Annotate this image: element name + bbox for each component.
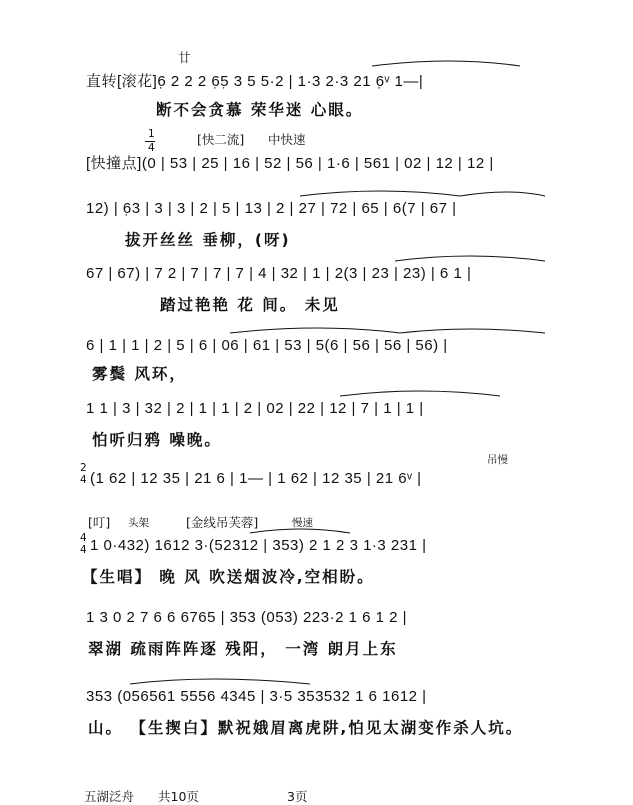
time-signature-44-top: 4 bbox=[80, 532, 87, 544]
lyric-row-8: 【生唱】 晚 风 吹送烟波冷,空相盼。 bbox=[82, 568, 375, 586]
score-row-2: [快撞点](0 | 53 | 25 | 16 | 52 | 56 | 1·6 | 561 | 02 | 12 | 12 | bbox=[86, 155, 494, 172]
fraction-bottom: 4 bbox=[148, 142, 155, 154]
footer-pages: 共10页 bbox=[158, 789, 199, 804]
man-su-label: 慢速 bbox=[292, 517, 313, 529]
footer-title: 五湖泛舟 bbox=[84, 789, 135, 804]
tou-jia-label: 头架 bbox=[128, 517, 149, 529]
zhong-kuai-su-label: 中快速 bbox=[268, 132, 306, 147]
fraction-top: 1 bbox=[148, 128, 155, 140]
time-signature-44-bottom: 4 bbox=[80, 544, 87, 556]
score-row-1: 直转[滚花]6̣ 2 2 2 6̣5̣ 3 5 5·2 | 1·3 2·3 21 6̣ᵛ 1—| bbox=[86, 73, 424, 90]
lyric-row-5: 雾鬓 风环， bbox=[92, 365, 187, 383]
score-row-3: 12) | 6̣3 | 3 | 3 | 2 | 5 | 13 | 2 | 27 | 72 | 65 | 6(7 | 67 | bbox=[86, 200, 457, 217]
lyric-row-9: 翠湖 疏雨阵阵逐 残阳， 一湾 朗月上东 bbox=[88, 640, 398, 658]
score-row-8: 1 0·432) 1612 3·(52312 | 353) 2 1 2 3 1·3 231 | bbox=[90, 537, 427, 554]
ding-label: [叮] bbox=[88, 515, 111, 530]
score-row-4: 67 | 67) | 7 2 | 7 | 7 | 7 | 4 | 32 | 1 | 2(3 | 23 | 23) | 6 1 | bbox=[86, 265, 472, 282]
time-signature-24-top: 2 bbox=[80, 462, 87, 474]
lyric-row-4: 踏过艳艳 花 间。 未见 bbox=[160, 296, 340, 314]
tone-mark: 廿 bbox=[178, 50, 191, 65]
time-signature-24-bottom: 4 bbox=[80, 474, 87, 486]
score-row-5: 6 | 1 | 1 | 2 | 5 | 6 | 06 | 61 | 53 | 5(6 | 56 | 56 | 56) | bbox=[86, 337, 448, 354]
kuai-er-liu-label: [快二流] bbox=[197, 132, 245, 147]
score-row-9: 1 3 0 2 7 6 6 6765 | 353 (053) 223·2 1 6 1 2 | bbox=[86, 609, 408, 626]
score-row-6: 1 1 | 3 | 32 | 2 | 1 | 1 | 2 | 02 | 22 | 12 | 7 | 1 | 1 | bbox=[86, 400, 424, 417]
score-row-10: 353 (056561 5556 4345 | 3·5 353532 1 6 1612 | bbox=[86, 688, 427, 705]
footer-page: 3页 bbox=[287, 789, 308, 804]
lyric-row-6: 怕听归鸦 噪晚。 bbox=[92, 431, 222, 449]
lyric-row-3: 拔开丝丝 垂柳，(呀) bbox=[125, 231, 291, 249]
diao-man-label: 吊慢 bbox=[487, 454, 508, 466]
score-row-7: (1 62 | 12 35 | 21 6 | 1— | 1 62 | 12 35 | 21 6ᵛ | bbox=[90, 470, 422, 487]
lyric-row-10: 山。 【生揳白】默祝娥眉离虎阱,怕见太湖变作杀人坑。 bbox=[88, 719, 524, 737]
lyric-row-1: 断不会贪慕 荣华迷 心眼。 bbox=[156, 101, 364, 119]
jin-xian-label: [金线吊芙蓉] bbox=[186, 515, 259, 530]
